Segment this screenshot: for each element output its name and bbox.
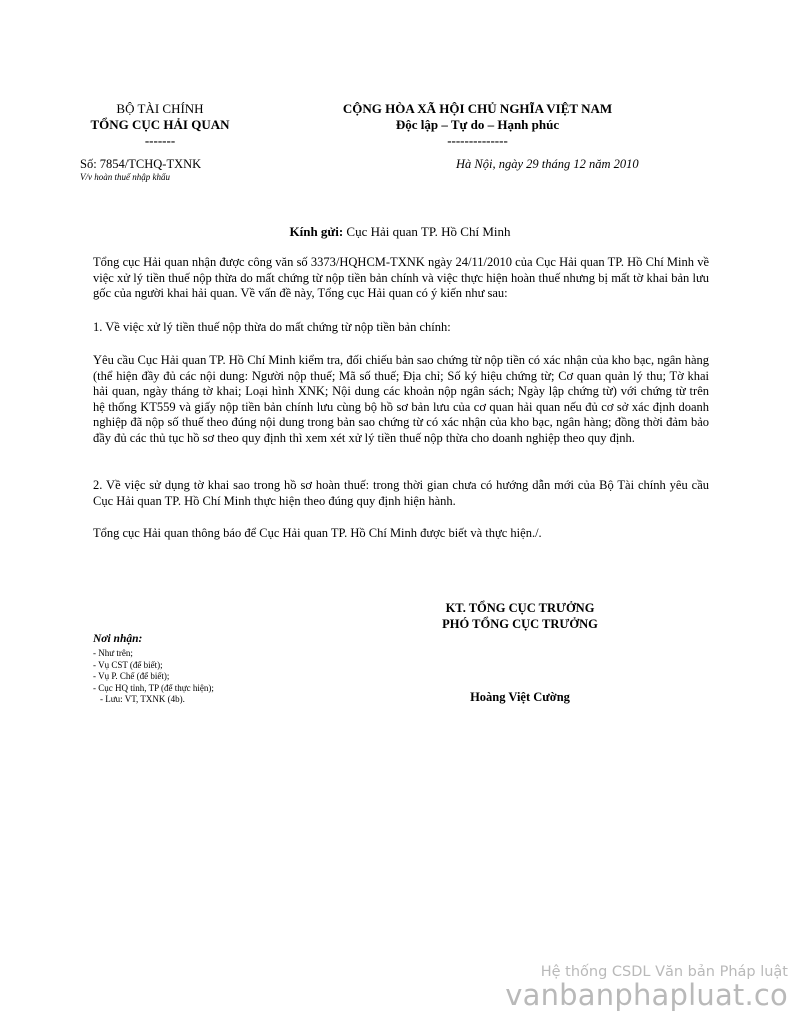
recipient-name: Cục Hải quan TP. Hồ Chí Minh xyxy=(343,224,511,239)
body-paragraph-closing: Tổng cục Hải quan thông báo để Cục Hải quan TP. Hồ Chí Minh được biết và thực hiện./. xyxy=(93,526,542,540)
motto: Độc lập – Tự do – Hạnh phúc xyxy=(395,117,560,132)
national-motto-block xyxy=(330,101,625,149)
body-paragraph-intro: Tổng cục Hải quan nhận được công văn số 3373/HQHCM-TXNK ngày 24/11/2010 của Cục Hải quan TP. Hồ Chí Minh về việc xử lý tiền thuế nộp thừa do mất chứng từ nộp tiền bản chính và việc thực hiện hoàn thuế nhưng bị mất tờ khai bản lưu gốc của người khai hải quan. Về vấn đề này, Tổng cục Hải quan có ý kiến như sau: xyxy=(93,255,709,301)
recipient-item: - Vụ CST (để biết); xyxy=(93,659,163,670)
issuer-block xyxy=(60,101,260,149)
document-subject: V/v hoàn thuế nhập khẩu xyxy=(80,172,170,182)
motto-divider: -------------- xyxy=(447,133,508,148)
recipient-item: - Lưu: VT, TXNK (4b). xyxy=(100,694,185,704)
body-paragraph-item-2: 2. Về việc sử dụng tờ khai sao trong hồ sơ hoàn thuế: trong thời gian chưa có hướng dẫn mới của Bộ Tài chính yêu cầu Cục Hải quan TP. Hồ Chí Minh thực hiện theo đúng quy định hiện hành. xyxy=(93,478,709,508)
recipient-item: - Cục HQ tỉnh, TP (để thực hiện); xyxy=(93,682,214,693)
issuer-divider: ------- xyxy=(144,133,176,148)
signer-name: Hoàng Việt Cường xyxy=(470,690,570,704)
recipient-item: - Vụ P. Chế (để biết); xyxy=(93,671,170,681)
recipient-line xyxy=(0,224,800,240)
body-paragraph-item-1-heading: 1. Về việc xử lý tiền thuế nộp thừa do mất chứng từ nộp tiền bản chính: xyxy=(93,320,451,334)
document-number: Số: 7854/TCHQ-TXNK xyxy=(80,157,202,171)
watermark-caption: Hệ thống CSDL Văn bản Pháp luật xyxy=(540,964,788,980)
recipients-list xyxy=(93,648,214,706)
nation-name: CỘNG HÒA XÃ HỘI CHỦ NGHĨA VIỆT NAM xyxy=(342,101,613,116)
signature-title xyxy=(425,600,615,632)
ministry-name: BỘ TÀI CHÍNH xyxy=(116,101,204,116)
signature-title-line-2: PHÓ TỔNG CỤC TRƯỞNG xyxy=(442,617,598,631)
recipient-item: - Như trên; xyxy=(93,648,133,658)
body-paragraph-item-1-detail: Yêu cầu Cục Hải quan TP. Hồ Chí Minh kiểm tra, đối chiếu bản sao chứng từ nộp tiền có xác nhận của kho bạc, ngân hàng (thể hiện đầy đủ các nội dung: Người nộp thuế; Mã số thuế; Địa chỉ; Số ký hiệu chứng từ; Cơ quan quản lý thu; Tờ khai hải quan, ngày tháng tờ khai; Loại hình XNK; Nội dung các khoản nộp ngân sách; Ngày lập chứng từ) với chứng từ trên hệ thống KT559 và giấy nộp tiền bản chính lưu cùng bộ hồ sơ bản lưu của cơ quan hải quan nếu đủ cơ sở xác định doanh nghiệp đã nộp số thuế theo đúng nội dung trong bản sao chứng từ có xác nhận của kho bạc, ngân hàng; đồng thời đảm bảo đầy đủ các thủ tục hồ sơ theo quy định thì xem xét xử lý tiền thuế nộp thừa cho doanh nghiệp theo quy định. xyxy=(93,353,709,445)
document-date: Hà Nội, ngày 29 tháng 12 năm 2010 xyxy=(456,157,639,171)
signature-title-line-1: KT. TỔNG CỤC TRƯỞNG xyxy=(445,601,595,615)
watermark-domain: vanbanphapluat.co xyxy=(505,978,788,1012)
recipients-label: Nơi nhận: xyxy=(93,633,143,645)
agency-name: TỔNG CỤC HẢI QUAN xyxy=(90,117,230,132)
recipient-label: Kính gửi: xyxy=(289,224,344,239)
